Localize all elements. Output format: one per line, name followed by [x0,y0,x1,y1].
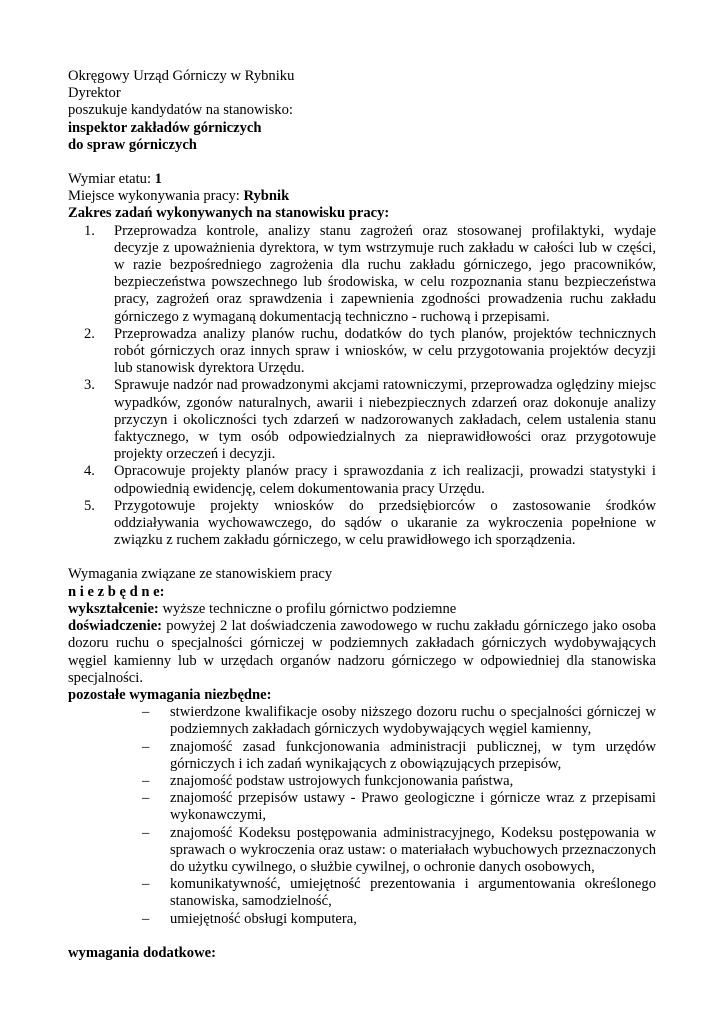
requirement-item [142,824,656,877]
dash-bullet: – [142,876,150,893]
requirement-item [142,910,656,928]
task-text: Przygotowuje projekty wniosków do przedsiębiorców o zastosowanie środków oddziaływania wychowawczego, do sądów o ukaranie za wykroczenia popełnione w związku z ruchem zakładu górniczego, w celu prawidłowego ich sporządzenia. [114,497,656,549]
requirement-text: komunikatywność, umiejętność prezentowania i argumentowania określonego stanowiska, samodzielność, [170,876,656,910]
requirement-item [142,704,656,738]
experience-text: powyżej 2 lat doświadczenia zawodowego w ruchu zakładu górniczego jako osoba dozoru ruchu o specjalności górniczej w podziemnych zakładach górniczych wydobywających węgiel kamienny lub w urzędach organów nadzoru górniczego w odpowiedniej dla stanowiska specjalności. [68,618,656,686]
dash-bullet: – [142,738,150,755]
place-line [68,188,656,205]
task-item [84,463,656,497]
etat-value: 1 [154,171,162,188]
document-page [68,68,656,962]
task-text: Sprawuje nadzór nad prowadzonymi akcjami ratowniczymi, przeprowadza oględziny miejsc wypadków, zgonów naturalnych, awarii i niebezpiecznych zdarzeń oraz dokonuje analizy przyczyn i okoliczności tych zdarzeń w nadzorowanych zakładach, celem ustalenia stanu faktycznego, w tym osób odpowiedzialnych za nieprawidłowości oraz przygotowuje projekty orzeczeń i decyzji. [114,377,656,463]
spacer [68,154,656,171]
spacer [68,928,656,945]
requirement-item [142,772,656,790]
experience-label: doświadczenie: [68,618,163,635]
position-title-line2: do spraw górniczych [68,136,197,153]
education-line [68,601,656,618]
seeks-line: poszukuje kandydatów na stanowisko: [68,102,293,119]
task-item [84,377,656,463]
etat-label: Wymiar etatu: [68,171,155,188]
tasks-list [68,223,656,550]
requirement-text: znajomość przepisów ustawy - Prawo geologiczne i górnicze wraz z przepisami wykonawczymi, [170,790,656,824]
other-requirements-list [68,704,656,928]
task-text: Przeprowadza kontrole, analizy stanu zagrożeń oraz stosowanej profilaktyki, wydaje decyzje z upoważnienia dyrektora, w tym wstrzymuje ruch zakładu w całości lub w części, w razie bezpośredniego zagrożenia dla ruchu zakładu górniczego, jego pracowników, bezpieczeństwa powszechnego lub środowiska, w celu rozpoznania stanu bezpieczeństwa pracy, zagrożeń oraz sprawdzenia i zapewnienia zgodności prowadzenia ruchu zakładu górniczego z wymaganą dokumentacją techniczno - ruchową i przepisami. [114,222,656,325]
task-item [84,497,656,550]
requirements-intro: Wymagania związane ze stanowiskiem pracy [68,566,333,583]
tasks-heading: Zakres zadań wykonywanych na stanowisku pracy: [68,205,390,222]
place-value: Rybnik [243,188,290,205]
task-text: Opracowuje projekty planów pracy i sprawozdania z ich realizacji, prowadzi statystyki i odpowiednią ewidencję, celem dokumentowania pracy Urzędu. [114,463,656,497]
task-number: 3. [84,377,95,394]
requirement-text: znajomość zasad funkcjonowania administracji publicznej, w tym urzędów górniczych i ich zadań wynikających z obowiązujących przepisów, [170,738,656,772]
etat-line [68,171,656,188]
requirement-text: umiejętność obsługi komputera, [170,910,357,927]
dash-bullet: – [142,824,150,841]
necessary-label: n i e z b ę d n e: [68,583,165,600]
task-number: 1. [84,222,95,239]
task-number: 5. [84,497,95,514]
requirement-item [142,876,656,910]
task-item [84,222,656,326]
dash-bullet: – [142,910,150,927]
requirement-text: znajomość podstaw ustrojowych funkcjonowania państwa, [170,772,514,789]
education-label: wykształcenie: [68,600,159,617]
role-title: Dyrektor [68,85,121,102]
dash-bullet: – [142,772,150,789]
dash-bullet: – [142,790,150,807]
dash-bullet: – [142,704,150,721]
additional-requirements-label: wymagania dodatkowe: [68,944,216,961]
spacer [68,549,656,566]
requirement-item [142,790,656,824]
task-number: 4. [84,463,95,480]
office-name: Okręgowy Urząd Górniczy w Rybniku [68,68,295,84]
position-title-line1: inspektor zakładów górniczych [68,119,262,136]
requirement-text: znajomość Kodeksu postępowania administracyjnego, Kodeksu postępowania w sprawach o wykroczenia oraz ustaw: o materiałach wybuchowych przeznaczonych do użytku cywilnego, o służbie cywilnej, o ochronie danych osobowych, [170,824,656,875]
other-requirements-label: pozostałe wymagania niezbędne: [68,686,272,703]
requirement-item [142,738,656,773]
place-label: Miejsce wykonywania pracy: [68,188,244,205]
task-item [84,325,656,378]
task-text: Przeprowadza analizy planów ruchu, dodatków do tych planów, projektów technicznych robót górniczych oraz innych spraw i wniosków, w celu przygotowania projektów decyzji lub stanowisk dyrektora Urzędu. [114,325,656,377]
experience-line [68,618,656,687]
task-number: 2. [84,325,95,342]
requirement-text: stwierdzone kwalifikacje osoby niższego dozoru ruchu o specjalności górniczej w podziemnych zakładach górniczych wydobywających węgiel kamienny, [170,704,656,738]
education-text: wyższe techniczne o profilu górnictwo podziemne [158,600,457,617]
